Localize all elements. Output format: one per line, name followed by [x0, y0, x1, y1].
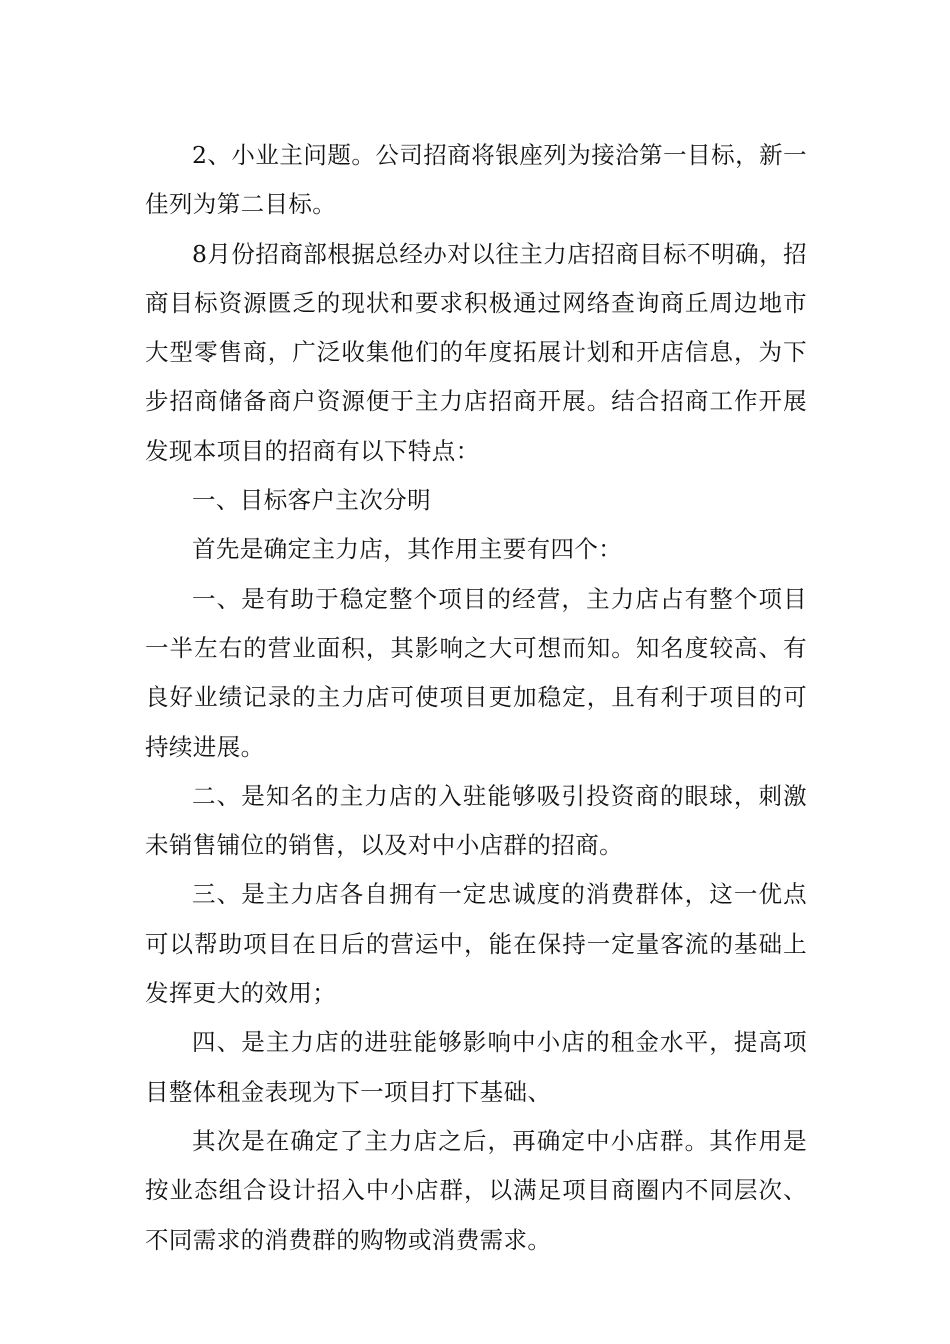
document-body: [145, 131, 807, 1265]
paragraph-small-owner-issue: 2、小业主问题。公司招商将银座列为接洽第一目标，新一佳列为第二目标。: [145, 141, 807, 219]
section-heading-target-customers: 一、目标客户主次分明: [192, 486, 431, 515]
paragraph-point-four: 四、是主力店的进驻能够影响中小店的租金水平，提高项目整体租金表现为下一项目打下基础、: [145, 1028, 807, 1106]
paragraph-august-recruitment: 8月份招商部根据总经办对以往主力店招商目标不明确，招商目标资源匮乏的现状和要求积极通过网络查询商丘周边地市大型零售商，广泛收集他们的年度拓展计划和开店信息，为下步招商储备商户资源便于主力店招商开展。结合招商工作开展发现本项目的招商有以下特点：: [145, 239, 807, 465]
paragraph-anchor-store-intro: 首先是确定主力店，其作用主要有四个：: [192, 535, 623, 564]
paragraph-point-three: 三、是主力店各自拥有一定忠诚度的消费群体，这一优点可以帮助项目在日后的营运中，能在保持一定量客流的基础上发挥更大的效用；: [145, 880, 807, 1008]
paragraph-small-stores: 其次是在确定了主力店之后，再确定中小店群。其作用是按业态组合设计招入中小店群，以满足项目商圈内不同层次、不同需求的消费群的购物或消费需求。: [145, 1126, 807, 1254]
paragraph-point-two: 二、是知名的主力店的入驻能够吸引投资商的眼球，刺激未销售铺位的销售，以及对中小店群的招商。: [145, 781, 807, 860]
paragraph-point-one: 一、是有助于稳定整个项目的经营，主力店占有整个项目一半左右的营业面积，其影响之大可想而知。知名度较高、有良好业绩记录的主力店可使项目更加稳定，且有利于项目的可持续进展。: [145, 584, 807, 761]
